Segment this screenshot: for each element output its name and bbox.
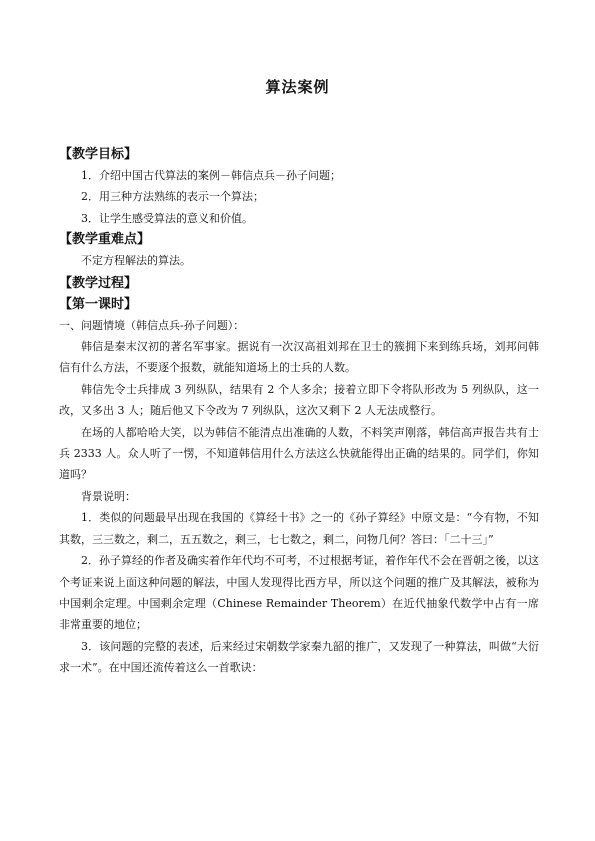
key-points-text: 不定方程解法的算法。 [81, 254, 191, 268]
problem-intro: 一、问题情境（韩信点兵-孙子问题）： [59, 318, 245, 332]
paragraph: 在场的人都哈哈大笑，以为韩信不能清点出准确的人数，不料笑声刚落，韩信高声报告共有士兵 2333 人。众人听了一愣，不知道韩信用什么方法这么快就能得出正确的结果的。同学们，你知道吗？ [59, 425, 539, 482]
background-item: 1．类似的问题最早出现在我国的《算经十书》之一的《孙子算经》中原文是：“今有物，不知其数，三三数之，剩二，五五数之，剩三，七七数之，剩二，问物几何？答曰：「二十三」” [59, 511, 539, 546]
document-body [59, 144, 539, 679]
background-item: 2．孙子算经的作者及确实着作年代均不可考，不过根据考证，着作年代不会在晋朝之後，以这个考证来说上面这种问题的解法，中国人发现得比西方早，所以这个问题的推广及其解法，被称为中国剩余定理。中国剩余定理（Chinese Remainder Theorem）在近代抽象代数学中占有一席非常重要的地位； [59, 554, 539, 632]
background-item: 3．该问题的完整的表述，后来经过宋朝数学家秦九韶的推广，又发现了一种算法，叫做“大衍求一术”。在中国还流传着这么一首歌诀： [59, 639, 539, 675]
page-title: 算法案例 [265, 78, 330, 96]
background-label: 背景说明： [81, 489, 136, 503]
goals-heading: 【教学目标】 [59, 147, 138, 162]
goal-item: 2．用三种方法熟练的表示一个算法； [81, 190, 264, 204]
goal-item: 3．让学生感受算法的意义和价值。 [81, 211, 253, 225]
key-points-heading: 【教学重难点】 [59, 232, 151, 248]
goal-item: 1．介绍中国古代算法的案例－韩信点兵－孙子问题； [81, 169, 341, 182]
paragraph: 韩信先令士兵排成 3 列纵队，结果有 2 个人多余；接着立即下令将队形改为 5 列纵队，这一改，又多出 3 人；随后他又下令改为 7 列纵队，这次又剩下 2 人无法成整行。 [59, 382, 539, 418]
process-heading: 【教学过程】 [59, 275, 138, 291]
lesson-heading: 【第一课时】 [59, 296, 138, 312]
paragraph: 韩信是秦末汉初的著名军事家。据说有一次汉高祖刘邦在卫士的簇拥下来到练兵场，刘邦问韩信有什么方法，不要逐个报数，就能知道场上的士兵的人数。 [59, 340, 539, 375]
